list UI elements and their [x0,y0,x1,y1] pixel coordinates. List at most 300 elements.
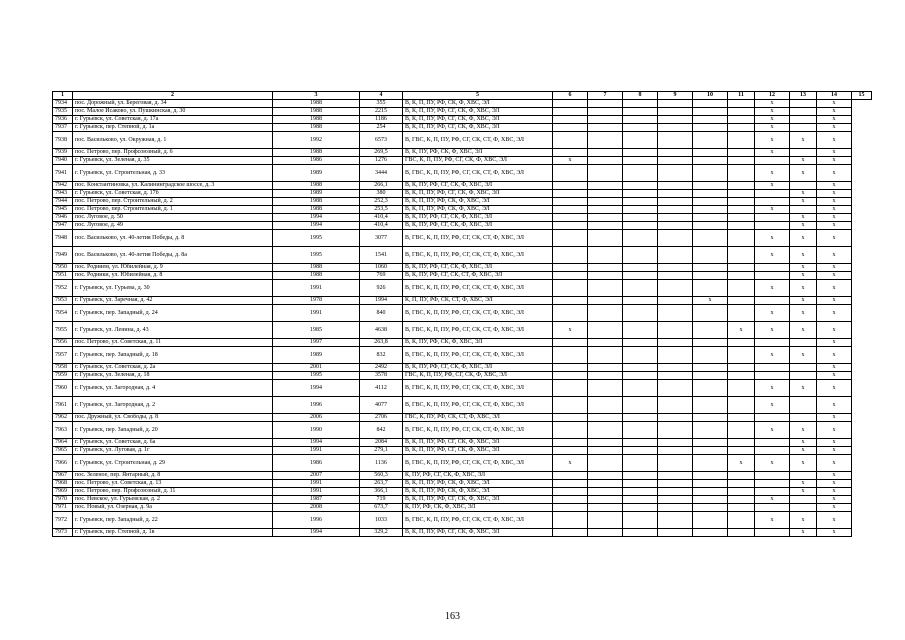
mark-cell [588,504,623,512]
area-cell: 329,2 [360,529,403,537]
mark-cell [623,214,658,222]
mark-cell: x [755,512,790,529]
area-cell: 1060 [360,264,403,272]
mark-cell [693,206,728,214]
mark-cell [790,397,817,414]
area-cell: 4638 [360,322,403,339]
mark-cell [658,157,693,165]
mark-cell: x [755,380,790,397]
mark-cell: x [755,247,790,264]
address-cell: г. Гурьевск, ул. Зеленая, д. 35 [73,157,273,165]
mark-cell [588,190,623,198]
mark-cell: x [755,149,790,157]
mark-cell [658,347,693,364]
mark-cell: x [790,447,817,455]
row-number-cell: 7956 [53,339,73,347]
mark-cell [588,372,623,380]
year-cell: 1991 [273,280,360,297]
address-cell: пос. Зеленое, пер. Янтарный, д. 8 [73,472,273,480]
mark-cell [658,206,693,214]
mark-cell [588,439,623,447]
area-cell: 355 [360,100,403,108]
table-row [53,247,872,264]
address-cell: пос. Петрово, пер. Строительный, д. 2 [73,198,273,206]
utilities-cell: В, ГВС, К, П, ПУ, РФ, СГ, СК, СТ, Ф, ХВС, ЭЛ [403,397,553,414]
table-row [53,504,872,512]
area-cell: 366,1 [360,488,403,496]
row-number-cell: 7946 [53,214,73,222]
utilities-cell: В, К, ПУ, РФ, СГ, СК, Ф, ХВС, ЭЛ [403,222,553,230]
mark-cell [553,100,588,108]
mark-cell [588,108,623,116]
mark-cell: x [790,422,817,439]
mark-cell [693,504,728,512]
mark-cell: x [755,182,790,190]
table-row [53,124,872,132]
mark-cell: x [728,322,755,339]
mark-cell [623,222,658,230]
mark-cell [693,529,728,537]
area-cell: 842 [360,422,403,439]
mark-cell [623,247,658,264]
table-row [53,149,872,157]
mark-cell [623,512,658,529]
row-number-cell: 7949 [53,247,73,264]
row-number-cell: 7948 [53,230,73,247]
table-row [53,414,872,422]
mark-cell [588,247,623,264]
mark-cell [553,504,588,512]
mark-cell [623,297,658,305]
utilities-cell: В, К, ПУ, РФ, СК, Ф, ХВС, ЭЛ [403,149,553,157]
year-cell: 1991 [273,480,360,488]
mark-cell: x [553,157,588,165]
address-cell: г. Гурьевск, ул. Советская, д. 17б [73,190,273,198]
mark-cell [728,480,755,488]
mark-cell [693,339,728,347]
mark-cell [553,305,588,322]
mark-cell [693,380,728,397]
mark-cell [588,447,623,455]
mark-cell: x [817,247,852,264]
mark-cell [588,512,623,529]
table-row [53,100,872,108]
mark-cell [728,512,755,529]
mark-cell: x [755,322,790,339]
mark-cell [755,480,790,488]
utilities-cell: В, К, П, ПУ, РФ, СГ, СК, Ф, ХВС, ЭЛ [403,496,553,504]
mark-cell [755,447,790,455]
area-cell: 269,5 [360,149,403,157]
utilities-cell: В, К, П, ПУ, РФ, СГ, СК, Ф, ХВС, ЭЛ [403,529,553,537]
table-row [53,322,872,339]
year-cell: 1988 [273,124,360,132]
area-cell: 1994 [360,297,403,305]
area-cell: 1276 [360,157,403,165]
mark-cell [553,372,588,380]
mark-cell: x [817,422,852,439]
mark-cell: x [755,116,790,124]
area-cell: 410,4 [360,222,403,230]
mark-cell [623,322,658,339]
mark-cell [623,347,658,364]
utilities-cell: В, К, П, ПУ, РФ, СК, Ф, ХВС, ЭЛ [403,488,553,496]
table-row [53,198,872,206]
utilities-cell: В, ГВС, К, П, ПУ, РФ, СГ, СК, СТ, Ф, ХВС, ЭЛ [403,230,553,247]
mark-cell [588,157,623,165]
header-cell: 14 [817,92,852,100]
area-cell: 832 [360,347,403,364]
address-cell: г. Гурьевск, ул. Советская, д. 2а [73,364,273,372]
mark-cell [658,439,693,447]
area-cell: 1186 [360,116,403,124]
table-row [53,116,872,124]
address-cell: г. Гурьевск, ул. Ленина, д. 43 [73,322,273,339]
mark-cell [623,364,658,372]
table-row [53,108,872,116]
mark-cell [588,297,623,305]
mark-cell [728,149,755,157]
mark-cell [553,132,588,149]
area-cell: 719 [360,496,403,504]
mark-cell: x [817,297,852,305]
year-cell: 1995 [273,230,360,247]
mark-cell [588,339,623,347]
mark-cell [623,488,658,496]
mark-cell [553,339,588,347]
area-cell: 840 [360,305,403,322]
area-cell: 560,3 [360,472,403,480]
mark-cell [658,182,693,190]
mark-cell [693,124,728,132]
mark-cell [588,422,623,439]
address-cell: пос. Константиновка, ул. Калининградское шоссе, д. 3 [73,182,273,190]
mark-cell [728,190,755,198]
mark-cell: x [817,108,852,116]
year-cell: 1992 [273,132,360,149]
mark-cell [790,504,817,512]
mark-cell: x [755,165,790,182]
mark-cell [790,206,817,214]
year-cell: 1995 [273,372,360,380]
mark-cell: x [817,305,852,322]
mark-cell: x [817,272,852,280]
row-number-cell: 7938 [53,132,73,149]
table-row [53,132,872,149]
mark-cell [658,222,693,230]
mark-cell: x [817,165,852,182]
table-row [53,472,872,480]
utilities-cell: ГВС, К, П, ПУ, РФ, СГ, СК, Ф, ХВС, ЭЛ [403,157,553,165]
mark-cell [790,339,817,347]
address-cell: г. Гурьевск, пер. Западный, д. 18 [73,347,273,364]
utilities-cell: К, ПУ, РФ, СК, Ф, ХВС, ЭЛ [403,504,553,512]
mark-cell [623,165,658,182]
year-cell: 1991 [273,447,360,455]
utilities-cell: В, К, ПУ, РФ, СГ, СК, Ф, ХВС, ЭЛ [403,182,553,190]
table-row [53,157,872,165]
mark-cell [553,190,588,198]
year-cell: 1988 [273,108,360,116]
utilities-cell: В, К, П, ПУ, РФ, СГ, СК, Ф, ХВС, ЭЛ [403,190,553,198]
table-row [53,397,872,414]
mark-cell: x [817,222,852,230]
mark-cell [693,422,728,439]
mark-cell: x [817,157,852,165]
area-cell: 4112 [360,380,403,397]
mark-cell [623,472,658,480]
utilities-cell: В, К, П, ПУ, РФ, СГ, СК, Ф, ХВС, ЭЛ [403,116,553,124]
mark-cell [693,347,728,364]
mark-cell: x [817,190,852,198]
mark-cell [728,488,755,496]
mark-cell [658,190,693,198]
mark-cell [623,149,658,157]
mark-cell [693,230,728,247]
mark-cell [790,364,817,372]
mark-cell [658,414,693,422]
header-cell: 3 [273,92,360,100]
mark-cell: x [755,132,790,149]
address-cell: г. Гурьевск, пер. Степной, д. 1а [73,124,273,132]
mark-cell [553,488,588,496]
mark-cell [693,100,728,108]
mark-cell: x [817,116,852,124]
mark-cell [588,305,623,322]
row-number-cell: 7962 [53,414,73,422]
row-number-cell: 7935 [53,108,73,116]
year-cell: 2007 [273,472,360,480]
mark-cell [790,149,817,157]
mark-cell: x [817,182,852,190]
utilities-cell: В, ГВС, К, П, ПУ, РФ, СГ, СК, СТ, Ф, ХВС, ЭЛ [403,247,553,264]
utilities-cell: В, ГВС, К, П, ПУ, РФ, СГ, СК, СТ, Ф, ХВС, ЭЛ [403,165,553,182]
mark-cell [728,108,755,116]
mark-cell [588,397,623,414]
year-cell: 1985 [273,322,360,339]
mark-cell [553,422,588,439]
mark-cell [693,222,728,230]
table-row [53,488,872,496]
row-number-cell: 7955 [53,322,73,339]
header-cell: 9 [658,92,693,100]
utilities-cell: В, К, П, ПУ, РФ, СК, Ф, ХВС, ЭЛ [403,100,553,108]
address-cell: пос. Дорожный, ул. Береговая, д. 34 [73,100,273,108]
mark-cell [553,116,588,124]
mark-cell [693,116,728,124]
mark-cell [728,364,755,372]
mark-cell [728,305,755,322]
table-row [53,182,872,190]
area-cell: 279,1 [360,447,403,455]
mark-cell [728,100,755,108]
mark-cell [658,230,693,247]
mark-cell [553,230,588,247]
address-cell: пос. Петрово, пер. Профсоюзный, д. 11 [73,488,273,496]
mark-cell [623,100,658,108]
address-cell: пос. Васильково, ул. 40-летия Победы, д. 8 [73,230,273,247]
row-number-cell: 7973 [53,529,73,537]
address-cell: пос. Невское, ул. Гурьевская, д. 2 [73,496,273,504]
area-cell: 263,8 [360,339,403,347]
mark-cell [553,297,588,305]
mark-cell [790,414,817,422]
row-number-cell: 7970 [53,496,73,504]
address-cell: г. Гурьевск, ул. Заречная, д. 42 [73,297,273,305]
mark-cell [553,272,588,280]
mark-cell [553,414,588,422]
mark-cell [623,305,658,322]
area-cell: 254 [360,124,403,132]
mark-cell [755,364,790,372]
mark-cell [728,132,755,149]
mark-cell [728,439,755,447]
row-number-cell: 7966 [53,455,73,472]
table-row [53,222,872,230]
mark-cell [623,272,658,280]
year-cell: 2001 [273,364,360,372]
row-number-cell: 7958 [53,364,73,372]
year-cell: 1990 [273,422,360,439]
address-cell: пос. Петрово, ул. Советская, д. 13 [73,480,273,488]
mark-cell [588,529,623,537]
row-number-cell: 7934 [53,100,73,108]
mark-cell [658,372,693,380]
mark-cell [728,447,755,455]
mark-cell [728,157,755,165]
header-cell: 11 [728,92,755,100]
mark-cell [658,422,693,439]
row-number-cell: 7951 [53,272,73,280]
mark-cell: x [817,529,852,537]
mark-cell: x [790,305,817,322]
mark-cell [728,529,755,537]
mark-cell [623,496,658,504]
year-cell: 1986 [273,455,360,472]
mark-cell: x [790,512,817,529]
mark-cell [693,455,728,472]
mark-cell [588,496,623,504]
mark-cell [693,198,728,206]
utilities-cell: В, ГВС, К, П, ПУ, РФ, СГ, СК, СТ, Ф, ХВС, ЭЛ [403,455,553,472]
area-cell: 2084 [360,439,403,447]
mark-cell [588,100,623,108]
mark-cell [553,347,588,364]
mark-cell [790,100,817,108]
table-row [53,372,872,380]
mark-cell: x [817,322,852,339]
mark-cell [658,280,693,297]
mark-cell [623,480,658,488]
header-cell: 8 [623,92,658,100]
mark-cell [728,280,755,297]
table-row [53,165,872,182]
mark-cell [553,182,588,190]
mark-cell [728,165,755,182]
mark-cell [553,280,588,297]
mark-cell [553,439,588,447]
mark-cell [658,297,693,305]
table-row [53,190,872,198]
mark-cell: x [817,230,852,247]
mark-cell [658,247,693,264]
row-number-cell: 7943 [53,190,73,198]
mark-cell: x [790,264,817,272]
mark-cell [728,272,755,280]
mark-cell [728,472,755,480]
year-cell: 1987 [273,496,360,504]
year-cell: 1989 [273,190,360,198]
mark-cell [658,124,693,132]
year-cell: 1994 [273,380,360,397]
utilities-cell: В, ГВС, К, П, ПУ, РФ, СГ, СК, СТ, Ф, ХВС, ЭЛ [403,280,553,297]
mark-cell: x [755,108,790,116]
row-number-cell: 7972 [53,512,73,529]
mark-cell [623,380,658,397]
mark-cell [658,116,693,124]
area-cell: 380 [360,190,403,198]
mark-cell [553,165,588,182]
mark-cell: x [817,455,852,472]
mark-cell [588,149,623,157]
mark-cell: x [817,504,852,512]
row-number-cell: 7964 [53,439,73,447]
mark-cell: x [817,132,852,149]
year-cell: 1994 [273,529,360,537]
mark-cell: x [755,206,790,214]
mark-cell: x [817,149,852,157]
table-row [53,230,872,247]
mark-cell [658,198,693,206]
mark-cell [553,124,588,132]
mark-cell: x [553,322,588,339]
mark-cell [623,414,658,422]
year-cell: 2006 [273,414,360,422]
mark-cell [755,504,790,512]
mark-cell [623,529,658,537]
year-cell: 1994 [273,214,360,222]
area-cell: 926 [360,280,403,297]
address-cell: пос. Васильково, ул. Окружная, д. 1 [73,132,273,149]
row-number-cell: 7950 [53,264,73,272]
mark-cell [728,264,755,272]
mark-cell [588,165,623,182]
address-cell: г. Гурьевск, ул. Строительная, д. 33 [73,165,273,182]
mark-cell [790,108,817,116]
mark-cell: x [755,124,790,132]
table-row [53,439,872,447]
address-cell: г. Гурьевск, ул. Луговая, д. 1г [73,447,273,455]
mark-cell: x [693,297,728,305]
utilities-cell: В, ГВС, К, П, ПУ, РФ, СГ, СК, СТ, Ф, ХВС, ЭЛ [403,132,553,149]
table-row [53,496,872,504]
address-cell: пос. Родники, ул. Юбилейная, д. 8 [73,272,273,280]
mark-cell [623,339,658,347]
mark-cell [588,116,623,124]
mark-cell: x [790,190,817,198]
area-cell: 3077 [360,230,403,247]
row-number-cell: 7953 [53,297,73,305]
utilities-cell: ГВС, К, П, ПУ, РФ, СГ, СК, Ф, ХВС, ЭЛ [403,372,553,380]
mark-cell [658,100,693,108]
area-cell: 2215 [360,108,403,116]
mark-cell [658,380,693,397]
mark-cell [588,488,623,496]
mark-cell [553,149,588,157]
mark-cell [553,472,588,480]
mark-cell [728,182,755,190]
area-cell: 263,7 [360,480,403,488]
